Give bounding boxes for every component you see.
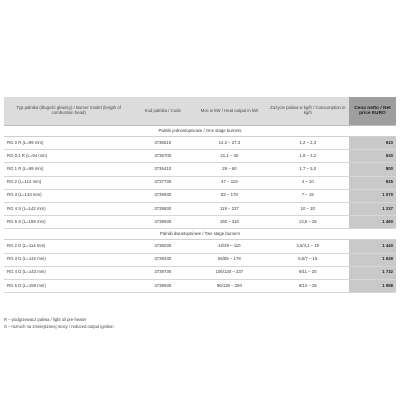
cell-price: 1 649 [349, 253, 396, 266]
cell-price: 925 [349, 176, 396, 189]
header-fuel: Zużycie paliwa w kg/h / Consumption in kg/h [267, 97, 349, 126]
cell-power: 42/49 – 110 [192, 240, 266, 253]
footnotes [4, 317, 394, 330]
cell-model: RG 2 (L=114 mm) [4, 176, 133, 189]
cell-code: 3739430 [133, 253, 192, 266]
cell-power: 47 – 119 [192, 176, 266, 189]
cell-power: 29 – 60 [192, 163, 266, 176]
cell-price: 630 [349, 150, 396, 163]
cell-price: 1 070 [349, 189, 396, 202]
cell-fuel: 7 – 15 [267, 189, 349, 202]
table-row [4, 189, 396, 202]
cell-model: RG 3 D (L=142 mm) [4, 253, 133, 266]
cell-price: 1 460 [349, 216, 396, 229]
cell-fuel: 1,2 – 2,3 [267, 137, 349, 150]
cell-code: 3738030 [133, 240, 192, 253]
cell-code: 3736410 [133, 163, 192, 176]
cell-price: 800 [349, 163, 396, 176]
cell-model: RG 5 D (L=159 mm) [4, 279, 133, 292]
cell-power: 160 – 310 [192, 216, 266, 229]
table-row [4, 266, 396, 279]
table-row [4, 253, 396, 266]
cell-power: 83 – 178 [192, 189, 266, 202]
cell-code: 3739830 [133, 202, 192, 215]
header-power: Moc w kW / Heat output in kW [192, 97, 266, 126]
cell-power: 14,2 – 27,3 [192, 137, 266, 150]
cell-price: 1 237 [349, 202, 396, 215]
footnote-r: R – podgrzewacz paliwa / light oil pre-heater [4, 317, 87, 322]
cell-power: 119 – 237 [192, 202, 266, 215]
cell-model: RG 2 D (L=114 mm) [4, 240, 133, 253]
cell-power: 96/130 – 294 [192, 279, 266, 292]
cell-code: 3739730 [133, 266, 192, 279]
section-header-row [4, 229, 396, 240]
table-header-row [4, 97, 396, 126]
header-model: Typ palnika (długość głowicy) / Burner model (length of combustion head) [4, 97, 133, 126]
cell-price: 1 440 [349, 240, 396, 253]
cell-power: 21,1 – 30 [192, 150, 266, 163]
cell-price: 1 732 [349, 266, 396, 279]
cell-power: 65/85 – 178 [192, 253, 266, 266]
cell-fuel: 1,7 – 5,0 [267, 163, 349, 176]
table-row [4, 279, 396, 292]
header-price: Cena netto / Net price EURO [349, 97, 396, 126]
section-header-row [4, 126, 396, 137]
table-row [4, 176, 396, 189]
table-row [4, 216, 396, 229]
section-title: Palniki dwustopniowe / Two stage burners [4, 229, 396, 240]
cell-fuel: 9/11 – 20 [267, 266, 349, 279]
header-code: Kod palnika / Code [133, 97, 192, 126]
table-row [4, 202, 396, 215]
cell-model: RG 5 S (L=159 mm) [4, 216, 133, 229]
cell-model: RG 0,1 R (L=94 mm) [4, 150, 133, 163]
table-row [4, 163, 396, 176]
cell-model: RG 0 R (L=99 mm) [4, 137, 133, 150]
table-row [4, 240, 396, 253]
cell-power: 106/130 – 237 [192, 266, 266, 279]
cell-code: 3737730 [133, 176, 192, 189]
cell-model: RG 3 (L=143 mm) [4, 189, 133, 202]
cell-code: 3736700 [133, 150, 192, 163]
footnote-s: S – rozruch na zmniejszonej mocy / reduced output ignition [4, 323, 114, 329]
cell-fuel: 4 – 10 [267, 176, 349, 189]
section-title: Palniki jednostopniowe / One stage burners [4, 126, 396, 137]
table-row [4, 137, 396, 150]
cell-fuel: 13,5 – 26 [267, 216, 349, 229]
cell-fuel: 5,5/7 – 15 [267, 253, 349, 266]
cell-code: 3739930 [133, 279, 192, 292]
burner-price-table [4, 97, 396, 293]
cell-code: 3739930 [133, 189, 192, 202]
cell-model: RG 4 S (L=142 mm) [4, 202, 133, 215]
cell-code: 3736510 [133, 137, 192, 150]
cell-code: 3739930 [133, 216, 192, 229]
cell-fuel: 10 – 20 [267, 202, 349, 215]
cell-model: RG 4 D (L=143 mm) [4, 266, 133, 279]
table-row [4, 150, 396, 163]
cell-model: RG 1 R (L=99 mm) [4, 163, 133, 176]
cell-fuel: 1,8 – 3,2 [267, 150, 349, 163]
cell-fuel: 3,6/4,1 – 10 [267, 240, 349, 253]
cell-price: 1 998 [349, 279, 396, 292]
cell-fuel: 8/12 – 25 [267, 279, 349, 292]
cell-price: 610 [349, 137, 396, 150]
